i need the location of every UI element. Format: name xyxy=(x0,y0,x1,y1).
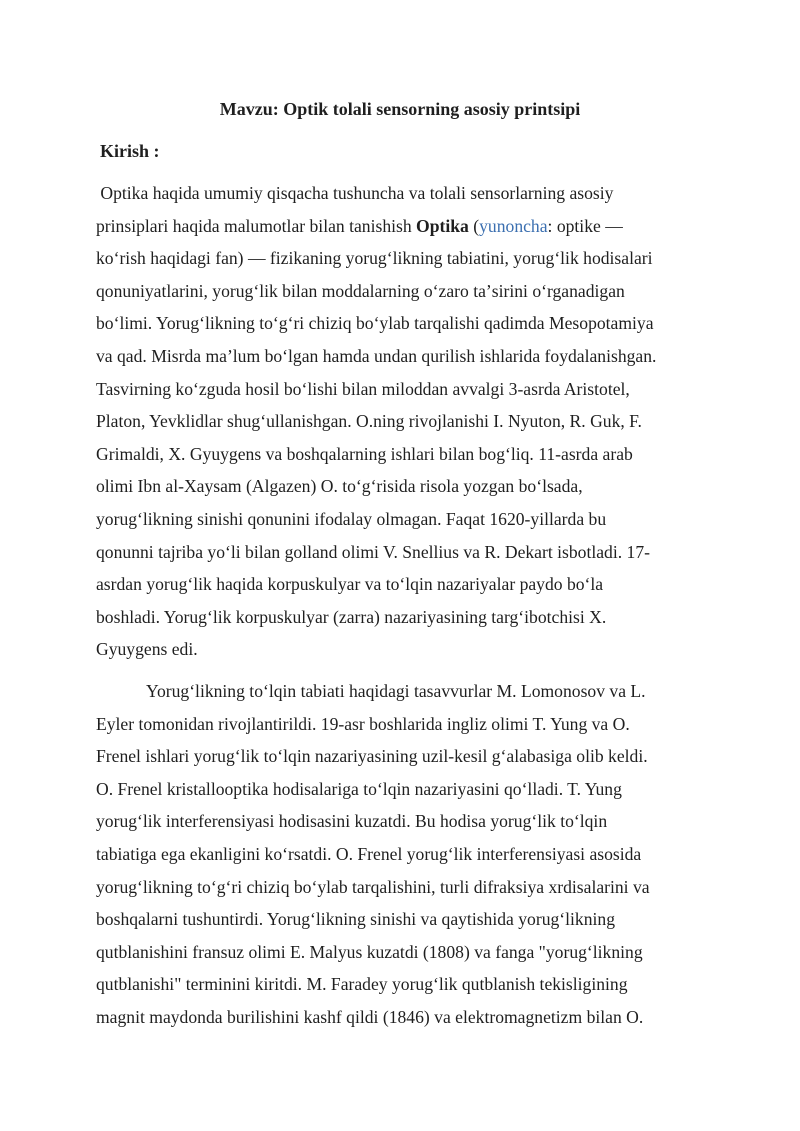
paragraph-line: olimi Ibn al-Xaysam (Algazen) O. toʻgʻrisida risola yozgan boʻlsada, xyxy=(96,476,583,497)
paragraph-intro xyxy=(96,177,716,666)
paragraph-line: Optika haqida umumiy qisqacha tushuncha va tolali sensorlarning asosiy xyxy=(100,183,614,203)
paragraph-line: yorugʻlik interferensiyasi hodisasini kuzatdi. Bu hodisa yorugʻlik toʻlqin xyxy=(96,811,608,832)
paragraph-line: yorugʻlikning sinishi qonunini ifodalay olmagan. Faqat 1620-yillarda bu xyxy=(96,508,607,529)
paragraph-line: boshqalarni tushuntirdi. Yorugʻlikning sinishi va qaytishida yorugʻlikning xyxy=(96,909,615,930)
paragraph-line: Platon, Yevklidlar shugʻullanishgan. O.ning rivojlanishi I. Nyuton, R. Guk, F. xyxy=(96,411,642,432)
line-text: prinsiplari haqida malumotlar bilan tanishish xyxy=(96,215,417,236)
paragraph-line: tabiatiga ega ekanligini koʻrsatdi. O. Frenel yorugʻlik interferensiyasi asosida xyxy=(96,843,642,864)
paragraph-line: yorugʻlikning toʻgʻri chiziq boʻylab tarqalishini, turli difraksiya xrdisalarini va xyxy=(96,876,650,897)
greek-link[interactable]: yunoncha xyxy=(479,215,548,236)
paragraph-line: qonunni tajriba yoʻli bilan golland olimi V. Snellius va R. Dekart isbotladi. 17- xyxy=(96,541,650,562)
paragraph-line: asrdan yorugʻlik haqida korpuskulyar va toʻlqin nazariyalar paydo boʻla xyxy=(96,574,604,595)
paragraph-line: boshladi. Yorugʻlik korpuskulyar (zarra) nazariyasining targʻibotchisi X. xyxy=(96,606,607,627)
paragraph-line: Gyuygens edi. xyxy=(96,639,198,660)
paragraph-line: koʻrish haqidagi fan) — fizikaning yorugʻlikning tabiatini, yorugʻlik hodisalari xyxy=(96,248,653,269)
paragraph-line: va qad. Misrda maʼlum boʻlgan hamda undan qurilish ishlarida foydalanishgan. xyxy=(96,345,657,366)
paragraph-line: prinsiplari haqida malumotlar bilan tanishish Optika (yunoncha: optike — xyxy=(96,215,623,236)
paragraph-line: qonuniyatlarini, yorugʻlik bilan moddalarning oʻzaro taʼsirini oʻrganadigan xyxy=(96,280,625,301)
paragraph-line: boʻlimi. Yorugʻlikning toʻgʻri chiziq boʻylab tarqalishi qadimda Mesopotamiya xyxy=(96,313,654,334)
paragraph-line: qutblanishi" terminini kiritdi. M. Faradey yorugʻlik qutblanish tekisligining xyxy=(96,974,628,995)
document-title: Mavzu: Optik tolali sensorning asosiy printsipi xyxy=(219,99,581,119)
paragraph-line: Eyler tomonidan rivojlantirildi. 19-asr boshlarida ingliz olimi T. Yung va O. xyxy=(96,713,630,734)
paragraph-line: O. Frenel kristallooptika hodisalariga toʻlqin nazariyasini qoʻlladi. T. Yung xyxy=(96,778,622,799)
paragraph-wave-theory xyxy=(96,675,716,1034)
section-heading: Kirish : xyxy=(100,141,160,161)
paragraph-line: Tasvirning koʻzguda hosil boʻlishi bilan miloddan avvalgi 3-asrda Aristotel, xyxy=(96,378,630,399)
paragraph-line: Yorugʻlikning toʻlqin tabiati haqidagi tasavvurlar M. Lomonosov va L. xyxy=(146,681,646,701)
bold-term: Optika xyxy=(416,215,469,236)
paragraph-line: Grimaldi, X. Gyuygens va boshqalarning ishlari bilan bogʻliq. 11-asrda arab xyxy=(96,443,633,464)
paragraph-line: Frenel ishlari yorugʻlik toʻlqin nazariyasining uzil-kesil gʻalabasiga olib keldi. xyxy=(96,746,648,767)
paragraph-line: magnit maydonda burilishini kashf qildi (1846) va elektromagnetizm bilan O. xyxy=(96,1006,644,1027)
paragraph-line: qutblanishini fransuz olimi E. Malyus kuzatdi (1808) va fanga "yorugʻlikning xyxy=(96,941,643,962)
